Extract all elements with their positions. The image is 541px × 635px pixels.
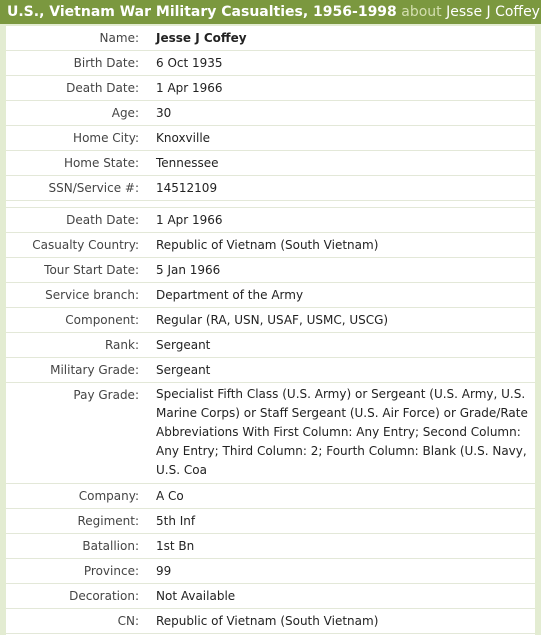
field-value: Sergeant (156, 363, 211, 377)
record-row-casualty-country (6, 233, 535, 258)
collection-header (0, 0, 541, 24)
field-value: 14512109 (156, 181, 218, 195)
field-label: Casualty Country: (32, 238, 139, 252)
record-row-rank (6, 333, 535, 358)
record-row-death-date (6, 76, 535, 101)
field-value: Jesse J Coffey (156, 31, 247, 45)
record-row-home-city (6, 126, 535, 151)
field-label: CN: (117, 614, 139, 628)
record-row-regiment (6, 509, 535, 534)
field-label: Death Date: (66, 213, 139, 227)
field-value: Republic of Vietnam (South Vietnam) (156, 238, 379, 252)
record-row-company (6, 484, 535, 509)
field-label: Decoration: (69, 589, 139, 603)
field-value: Sergeant (156, 338, 211, 352)
record-row-tour-start-date (6, 258, 535, 283)
record-panel (6, 26, 535, 635)
field-label: Province: (83, 564, 139, 578)
collection-title[interactable]: U.S., Vietnam War Military Casualties, 1956-1998 (7, 4, 397, 20)
record-row-military-grade (6, 358, 535, 383)
field-value: Department of the Army (156, 288, 304, 302)
field-value: 1 Apr 1966 (156, 213, 223, 227)
about-text: about (401, 4, 442, 20)
field-value: 5 Jan 1966 (156, 263, 221, 277)
field-label: Company: (78, 489, 139, 503)
field-value: 99 (156, 564, 172, 578)
field-label: Regiment: (77, 514, 139, 528)
field-label: Pay Grade: (73, 388, 139, 402)
field-label: Service branch: (45, 288, 139, 302)
record-row-decoration (6, 584, 535, 609)
field-label: Birth Date: (73, 56, 139, 70)
record-row-age (6, 101, 535, 126)
field-value: Knoxville (156, 131, 211, 145)
record-row-death-date-2 (6, 208, 535, 233)
field-value: 5th Inf (156, 514, 196, 528)
record-row-pay-grade (6, 383, 535, 484)
section-divider (6, 201, 535, 208)
field-label: Death Date: (66, 81, 139, 95)
field-label: Rank: (104, 338, 139, 352)
field-label: Tour Start Date: (44, 263, 139, 277)
record-row-cn (6, 609, 535, 634)
field-label: SSN/Service #: (48, 181, 139, 195)
record-row-ssn (6, 176, 535, 201)
field-value: 6 Oct 1935 (156, 56, 223, 70)
record-row-name (6, 26, 535, 51)
record-row-birth-date (6, 51, 535, 76)
field-value: 30 (156, 106, 172, 120)
field-value: Specialist Fifth Class (U.S. Army) or Sergeant (U.S. Army, U.S. Marine Corps) or Staff Sergeant (U.S. Air Force) or Grade/Rate Abbreviations With First Column: Any Entry; Second Column: Any Entry; Third Column: 2; Fourth Column: Blank (U.S. Navy, U.S. Coa (156, 387, 528, 477)
record-row-batallion (6, 534, 535, 559)
field-value: Not Available (156, 589, 236, 603)
field-value: Regular (RA, USN, USAF, USMC, USCG) (156, 313, 389, 327)
record-row-province (6, 559, 535, 584)
field-value: 1 Apr 1966 (156, 81, 223, 95)
person-name-header[interactable]: Jesse J Coffey (446, 4, 540, 20)
field-label: Batallion: (82, 539, 139, 553)
field-value: 1st Bn (156, 539, 195, 553)
field-value: Republic of Vietnam (South Vietnam) (156, 614, 379, 628)
field-label: Name: (99, 31, 139, 45)
record-row-service-branch (6, 283, 535, 308)
record-row-home-state (6, 151, 535, 176)
field-label: Home State: (63, 156, 139, 170)
field-label: Home City: (73, 131, 139, 145)
field-value: A Co (156, 489, 184, 503)
record-row-component (6, 308, 535, 333)
field-label: Component: (65, 313, 139, 327)
field-label: Age: (111, 106, 139, 120)
field-value: Tennessee (156, 156, 219, 170)
field-label: Military Grade: (50, 363, 139, 377)
